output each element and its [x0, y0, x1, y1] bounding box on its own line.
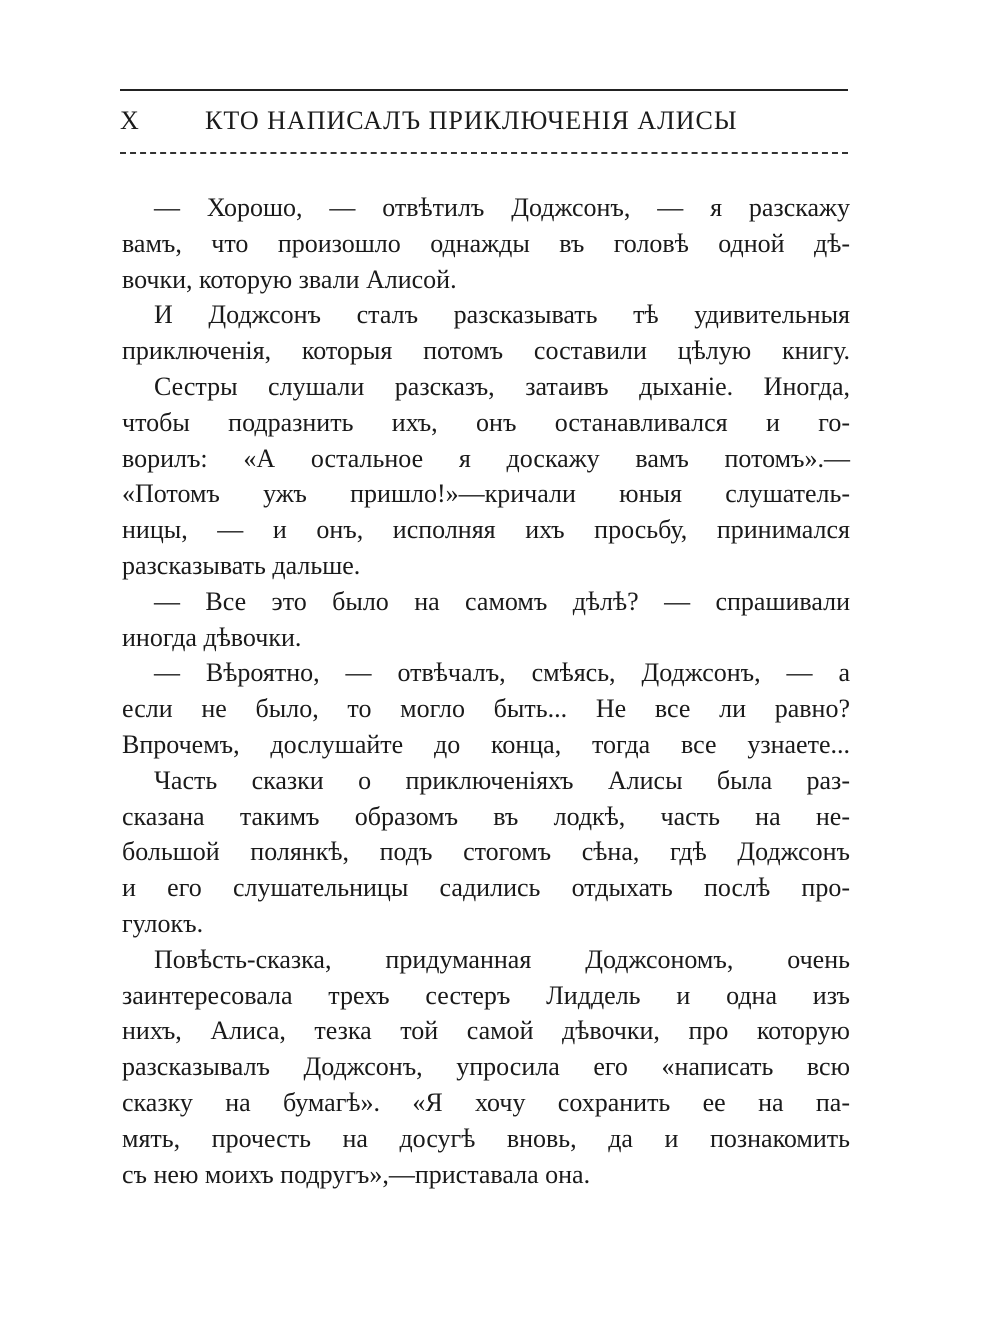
- text-line: ворилъ: «А остальное я доскажу вамъ потомъ».—: [122, 443, 850, 473]
- text-line: ницы, — и онъ, исполняя ихъ просьбу, принимался: [122, 515, 850, 545]
- text-line: нихъ, Алиса, тезка той самой дѣвочки, про которую: [122, 1016, 850, 1046]
- text-line: Часть сказки о приключеніяхъ Алисы была раз-: [154, 765, 850, 795]
- text-line: — Хорошо, — отвѣтилъ Доджсонъ, — я разскажу: [154, 193, 850, 222]
- text-line: съ нею моихъ подругъ»,—приставала она.: [122, 1159, 591, 1189]
- text-line: вамъ, что произошло однажды въ головѣ одной дѣ-: [122, 228, 850, 258]
- running-title: КТО НАПИСАЛЪ ПРИКЛЮЧЕНІЯ АЛИСЫ: [205, 106, 738, 135]
- text-line: разсказывать дальше.: [122, 550, 361, 580]
- text-line: большой полянкѣ, подъ стогомъ сѣна, гдѣ Доджсонъ: [122, 837, 850, 867]
- text-line: Повѣсть-сказка, придуманная Доджсономъ, очень: [154, 944, 850, 974]
- header-bottom-rule: [120, 152, 848, 154]
- text-line: и его слушательницы садились отдыхать послѣ про-: [122, 873, 850, 903]
- text-line: вочки, которую звали Алисой.: [122, 264, 457, 294]
- text-line: чтобы подразнить ихъ, онъ останавливался и го-: [122, 407, 850, 437]
- text-line: Впрочемъ, дослушайте до конца, тогда все узнаете...: [122, 729, 850, 759]
- text-line: гулокъ.: [122, 908, 204, 938]
- text-line: приключенія, которыя потомъ составили цѣлую книгу.: [122, 336, 850, 366]
- text-line: И Доджсонъ сталъ разсказывать тѣ удивительныя: [154, 300, 850, 330]
- text-line: — Вѣроятно, — отвѣчалъ, смѣясь, Доджсонъ, — а: [154, 658, 850, 688]
- text-line: иногда дѣвочки.: [122, 622, 302, 652]
- page-body-text: [122, 190, 850, 1192]
- text-line: сказку на бумагѣ». «Я хочу сохранить ее на па-: [122, 1087, 850, 1117]
- text-line: «Потомъ ужъ пришло!»—кричали юныя слушатель-: [122, 479, 850, 509]
- text-line: — Все это было на самомъ дѣлѣ? — спрашивали: [154, 586, 850, 616]
- text-line: если не было, то могло быть... Не все ли равно?: [122, 694, 850, 724]
- text-line: мять, прочесть на досугѣ вновь, да и познакомить: [122, 1123, 850, 1153]
- header-top-rule: [120, 89, 848, 91]
- text-line: Сестры слушали разсказъ, затаивъ дыханіе. Иногда,: [154, 371, 850, 401]
- page-number: X: [120, 106, 140, 135]
- text-line: разсказывалъ Доджсонъ, упросила его «написать всю: [122, 1052, 850, 1082]
- text-line: сказана такимъ образомъ въ лодкѣ, часть на не-: [122, 801, 850, 831]
- text-line: заинтересовала трехъ сестеръ Лиддель и одна изъ: [122, 980, 850, 1010]
